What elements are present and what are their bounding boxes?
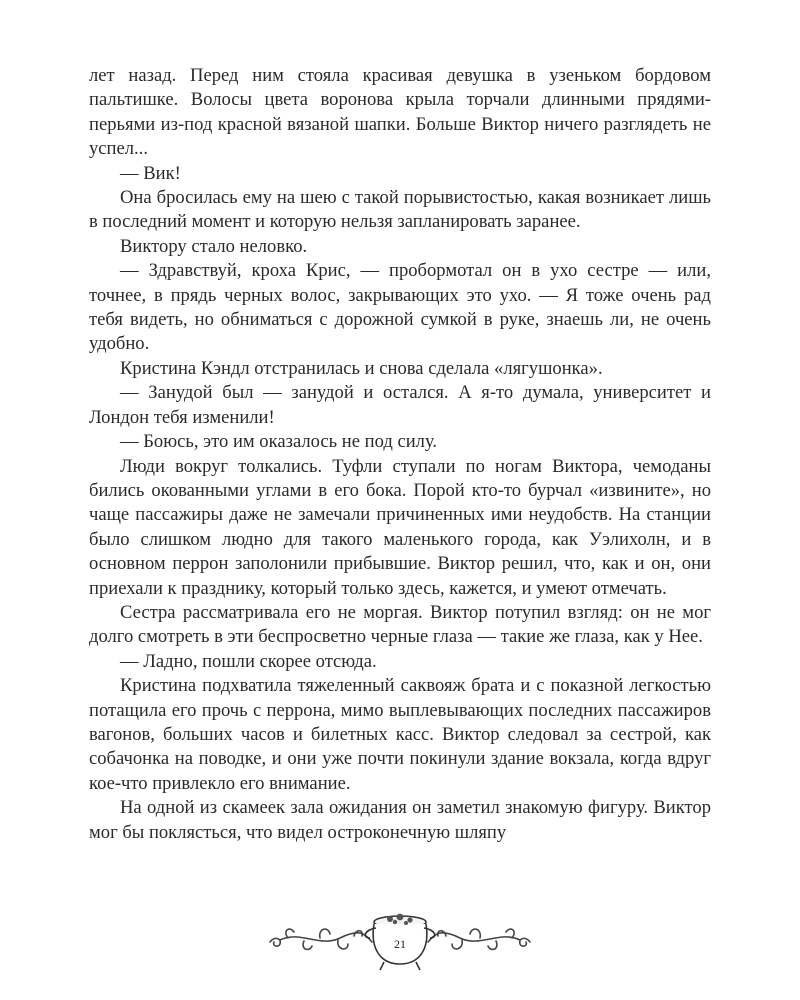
paragraph-1: лет назад. Перед ним стояла красивая девушка в узеньком бордовом пальтишке. Волосы цвета воронова крыла торчали длинными прядями-перьями из-под красной вязаной шапки. Больше Виктор ничего разглядеть не успел... [89, 65, 711, 160]
page-body [89, 64, 711, 845]
paragraph-12: Кристина подхватила тяжеленный саквояж брата и с показной легкостью потащила его прочь с перрона, мимо выплевывающих последних пассажиров вагонов, больших часов и билетных касс. Виктор следовал за сестрой, как собачонка на поводке, и они уже почти покинули здание вокзала, когда вдруг кое-что привлекло его внимание. [89, 675, 711, 794]
paragraph-9: Люди вокруг толкались. Туфли ступали по ногам Виктора, чемоданы бились окованными углами в его бока. Порой кто-то бурчал «извините», но чаще пассажиры даже не замечали причиненных ими неудобств. На станции было слишком людно для такого маленького города, как Уэлихолн, и в основном перрон заполонили прибывшие. Виктор решил, что, как и он, они приехали к празднику, который только здесь, кажется, и умеют отмечать. [89, 455, 711, 599]
page-number: 21 [394, 937, 406, 951]
paragraph-13: На одной из скамеек зала ожидания он заметил знакомую фигуру. Виктор мог бы поклясться, что видел остроконечную шляпу [89, 797, 711, 843]
paragraph-10: Сестра рассматривала его не моргая. Виктор потупил взгляд: он не мог долго смотреть в эти беспросветно черные глаза — такие же глаза, как у Нее. [89, 601, 711, 648]
paragraph-2: — Вик! [120, 162, 181, 184]
paragraph-7: — Занудой был — занудой и остался. А я-то думала, университет и Лондон тебя изменили! [89, 382, 711, 428]
paragraph-4: Виктору стало неловко. [120, 235, 308, 257]
paragraph-11: — Ладно, пошли скорее отсюда. [120, 650, 377, 672]
paragraph-8: — Боюсь, это им оказалось не под силу. [120, 431, 438, 453]
paragraph-5: — Здравствуй, кроха Крис, — пробормотал он в ухо сестре — или, точнее, в прядь черных волос, закрывающих это ухо. — Я тоже очень рад тебя видеть, но обниматься с дорожной сумкой в руке, знаешь ли, не очень удобно. [89, 260, 711, 355]
paragraph-6: Кристина Кэндл отстранилась и снова сделала «лягушонка». [120, 357, 603, 379]
paragraph-3: Она бросилась ему на шею с такой порывистостью, какая возникает лишь в последний момент и которую нельзя запланировать заранее. [89, 187, 711, 233]
